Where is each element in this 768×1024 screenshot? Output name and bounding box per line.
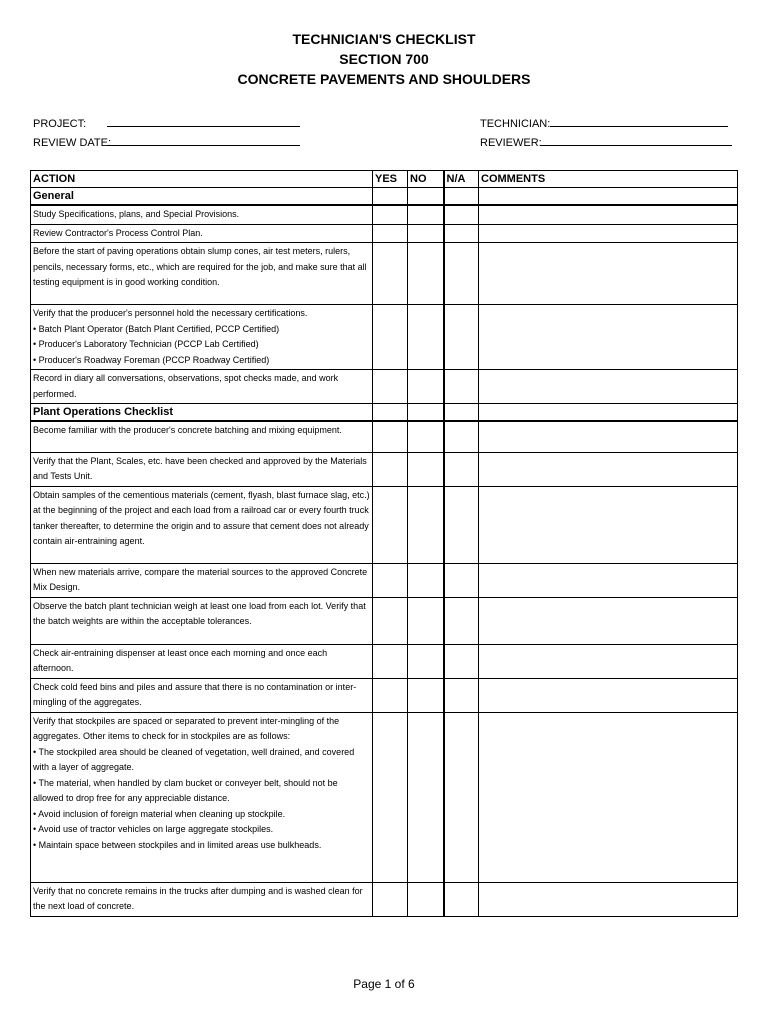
action-cell [31, 224, 373, 243]
section-cell [408, 404, 444, 422]
na-cell[interactable] [444, 712, 479, 882]
action-text: • Batch Plant Operator (Batch Plant Certified, PCCP Certified) [33, 323, 280, 334]
section-cell [444, 404, 479, 422]
table-row [31, 452, 738, 486]
document-title-block [0, 29, 768, 89]
action-cell [31, 421, 373, 452]
action-cell [31, 597, 373, 644]
action-text: Verify that the Plant, Scales, etc. have been checked and approved by the Materials and Tests Unit. [33, 455, 367, 481]
project-field[interactable] [107, 114, 300, 127]
table-row [31, 370, 738, 404]
table-row [31, 882, 738, 916]
project-label: PROJECT: [33, 118, 87, 130]
review-date-label: REVIEW DATE: [33, 137, 112, 149]
no-cell[interactable] [408, 597, 444, 644]
section-cell [373, 188, 408, 206]
action-text: Verify that the producer's personnel hold the necessary certifications. [33, 308, 308, 318]
comments-cell[interactable] [479, 678, 738, 712]
action-text: • Avoid use of tractor vehicles on large aggregate stockpiles. [33, 824, 274, 834]
comments-cell[interactable] [479, 563, 738, 597]
table-header-row [31, 171, 738, 188]
comments-cell[interactable] [479, 205, 738, 224]
action-cell [31, 678, 373, 712]
comments-cell[interactable] [479, 243, 738, 305]
action-text: • The stockpiled area should be cleaned of vegetation, well drained, and covered with a layer of aggregate. [33, 746, 355, 772]
na-cell[interactable] [444, 224, 479, 243]
no-cell[interactable] [408, 370, 444, 404]
section-cell [408, 188, 444, 206]
action-text: • The material, when handled by clam bucket or conveyer belt, should not be allowed to drop free for any appreciable distance. [33, 777, 338, 803]
action-cell [31, 486, 373, 563]
table-row [31, 305, 738, 370]
yes-cell[interactable] [373, 205, 408, 224]
section-cell [373, 404, 408, 422]
section-cell [479, 404, 738, 422]
no-cell[interactable] [408, 305, 444, 370]
na-cell[interactable] [444, 486, 479, 563]
action-text: Observe the batch plant technician weigh at least one load from each lot. Verify that the batch weights are within the acceptable tolerances. [33, 600, 366, 626]
no-cell[interactable] [408, 243, 444, 305]
title-line-1: TECHNICIAN'S CHECKLIST [292, 31, 476, 47]
comments-cell[interactable] [479, 712, 738, 882]
comments-cell[interactable] [479, 421, 738, 452]
no-cell[interactable] [408, 882, 444, 916]
na-cell[interactable] [444, 421, 479, 452]
info-right [480, 114, 732, 152]
yes-cell[interactable] [373, 486, 408, 563]
action-text: • Producer's Roadway Foreman (PCCP Roadway Certified) [33, 354, 270, 365]
table-row [31, 486, 738, 563]
comments-cell[interactable] [479, 370, 738, 404]
action-text: Before the start of paving operations obtain slump cones, air test meters, rulers, pencils, necessary forms, etc., which are required for the job, and make sure that all testing equipment is in good working condition. [33, 246, 367, 287]
action-text: Obtain samples of the cementious materials (cement, flyash, blast furnace slag, etc.) at the beginning of the project and each load from a railroad car or every fourth truck tanker thereafter, to determine the origin and to assure that cement does not already contain air-entraining agent. [33, 489, 370, 546]
yes-cell[interactable] [373, 644, 408, 678]
section-title: General [31, 188, 373, 206]
action-cell [31, 882, 373, 916]
action-text: Verify that no concrete remains in the trucks after dumping and is washed clean for the next load of concrete. [33, 885, 363, 911]
yes-cell[interactable] [373, 421, 408, 452]
na-cell[interactable] [444, 563, 479, 597]
no-cell[interactable] [408, 678, 444, 712]
action-cell [31, 644, 373, 678]
comments-cell[interactable] [479, 882, 738, 916]
yes-cell[interactable] [373, 243, 408, 305]
action-text: • Maintain space between stockpiles and in limited areas use bulkheads. [33, 839, 322, 850]
na-cell[interactable] [444, 452, 479, 486]
table-row [31, 563, 738, 597]
info-left [33, 114, 300, 152]
action-text: • Avoid inclusion of foreign material when cleaning up stockpile. [33, 808, 286, 819]
reviewer-label: REVIEWER: [480, 137, 542, 149]
na-cell[interactable] [444, 882, 479, 916]
no-cell[interactable] [408, 205, 444, 224]
comments-cell[interactable] [479, 597, 738, 644]
technician-field[interactable] [550, 114, 728, 127]
action-cell [31, 563, 373, 597]
comments-cell[interactable] [479, 305, 738, 370]
action-text: Review Contractor's Process Control Plan. [33, 227, 203, 238]
no-cell[interactable] [408, 224, 444, 243]
table-row [31, 712, 738, 882]
technician-label: TECHNICIAN: [480, 118, 551, 130]
action-text: Become familiar with the producer's concrete batching and mixing equipment. [33, 425, 342, 435]
na-cell[interactable] [444, 243, 479, 305]
section-title: Plant Operations Checklist [31, 404, 373, 422]
table-row [31, 644, 738, 678]
page-footer: Page 1 of 6 [353, 977, 415, 991]
no-cell[interactable] [408, 712, 444, 882]
header-yes: YES [373, 171, 408, 188]
table-row [31, 243, 738, 305]
comments-cell[interactable] [479, 644, 738, 678]
na-cell[interactable] [444, 305, 479, 370]
section-cell [479, 188, 738, 206]
yes-cell[interactable] [373, 882, 408, 916]
table-row [31, 421, 738, 452]
title-line-2: SECTION 700 [339, 51, 429, 67]
section-cell [444, 188, 479, 206]
yes-cell[interactable] [373, 452, 408, 486]
yes-cell[interactable] [373, 563, 408, 597]
na-cell[interactable] [444, 597, 479, 644]
review-date-field[interactable] [107, 133, 300, 146]
no-cell[interactable] [408, 563, 444, 597]
na-cell[interactable] [444, 644, 479, 678]
yes-cell[interactable] [373, 712, 408, 882]
yes-cell[interactable] [373, 305, 408, 370]
comments-cell[interactable] [479, 452, 738, 486]
reviewer-field[interactable] [540, 133, 732, 146]
action-text: • Producer's Laboratory Technician (PCCP Lab Certified) [33, 339, 259, 349]
action-cell [31, 305, 373, 370]
yes-cell[interactable] [373, 370, 408, 404]
table-row [31, 597, 738, 644]
na-cell[interactable] [444, 205, 479, 224]
checklist-table [30, 170, 738, 917]
title-line-3: CONCRETE PAVEMENTS AND SHOULDERS [237, 71, 531, 87]
comments-cell[interactable] [479, 224, 738, 243]
table-row [31, 224, 738, 243]
action-cell [31, 712, 373, 882]
table-row [31, 205, 738, 224]
yes-cell[interactable] [373, 597, 408, 644]
action-cell [31, 243, 373, 305]
action-text: Verify that stockpiles are spaced or separated to prevent inter-mingling of the aggregates. Other items to check for in stockpiles are as follows: [33, 715, 340, 741]
section-row-general [31, 188, 738, 206]
action-text: Study Specifications, plans, and Special Provisions. [33, 209, 240, 219]
na-cell[interactable] [444, 370, 479, 404]
section-row-plant [31, 404, 738, 422]
table-row [31, 678, 738, 712]
comments-cell[interactable] [479, 486, 738, 563]
action-text: Check cold feed bins and piles and assure that there is no contamination or inter-mingling of the aggregates. [33, 681, 357, 707]
checklist-body [31, 171, 738, 917]
yes-cell[interactable] [373, 678, 408, 712]
action-text: Record in diary all conversations, observations, spot checks made, and work performed. [33, 373, 339, 399]
header-no: NO [408, 171, 444, 188]
action-cell [31, 370, 373, 404]
header-comments: COMMENTS [479, 171, 738, 188]
action-text: When new materials arrive, compare the material sources to the approved Concrete Mix Design. [33, 566, 368, 592]
action-cell [31, 452, 373, 486]
no-cell[interactable] [408, 644, 444, 678]
header-action: ACTION [31, 171, 373, 188]
header-na: N/A [444, 171, 479, 188]
yes-cell[interactable] [373, 224, 408, 243]
no-cell[interactable] [408, 421, 444, 452]
no-cell[interactable] [408, 452, 444, 486]
no-cell[interactable] [408, 486, 444, 563]
na-cell[interactable] [444, 678, 479, 712]
action-text: Check air-entraining dispenser at least once each morning and once each afternoon. [33, 647, 328, 673]
action-cell [31, 205, 373, 224]
